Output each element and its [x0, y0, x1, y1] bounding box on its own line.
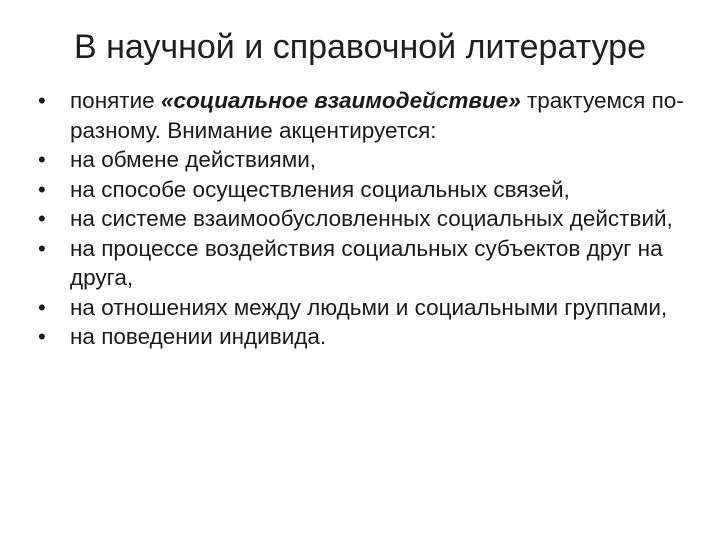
bullet-icon: • — [38, 176, 46, 202]
bullet-icon: • — [38, 294, 46, 320]
bullet-item-exchange — [36, 145, 696, 175]
concept-term: «социальное взаимодействие» — [160, 88, 521, 113]
bullet-item-system — [36, 204, 696, 234]
bullet-list — [36, 86, 696, 352]
concept-prefix: понятие — [70, 88, 161, 113]
bullet-item-method — [36, 175, 696, 205]
bullet-icon: • — [38, 88, 46, 113]
bullet-item-process — [36, 234, 696, 293]
bullet-text: на обмене действиями, — [70, 147, 317, 172]
bullet-icon: • — [38, 235, 46, 261]
bullet-icon: • — [38, 147, 46, 172]
bullet-text: на поведении индивида. — [70, 324, 327, 349]
slide-title: В научной и справочной литературе — [73, 28, 646, 66]
concept-suffix: трактуемся по-разному. Внимание акцентируется: — [70, 88, 684, 143]
bullet-item-behavior — [36, 322, 696, 352]
bullet-text: на отношениях между людьми и социальными группами, — [70, 294, 668, 320]
bullet-icon: • — [38, 324, 46, 349]
bullet-text: на процессе воздействия социальных субъектов друг на друга, — [70, 235, 663, 290]
bullet-item-concept — [36, 86, 696, 145]
bullet-icon: • — [38, 206, 46, 231]
bullet-text: на способе осуществления социальных связей, — [70, 176, 570, 202]
bullet-item-relations — [36, 293, 696, 323]
bullet-text: на системе взаимообусловленных социальных действий, — [70, 206, 673, 231]
